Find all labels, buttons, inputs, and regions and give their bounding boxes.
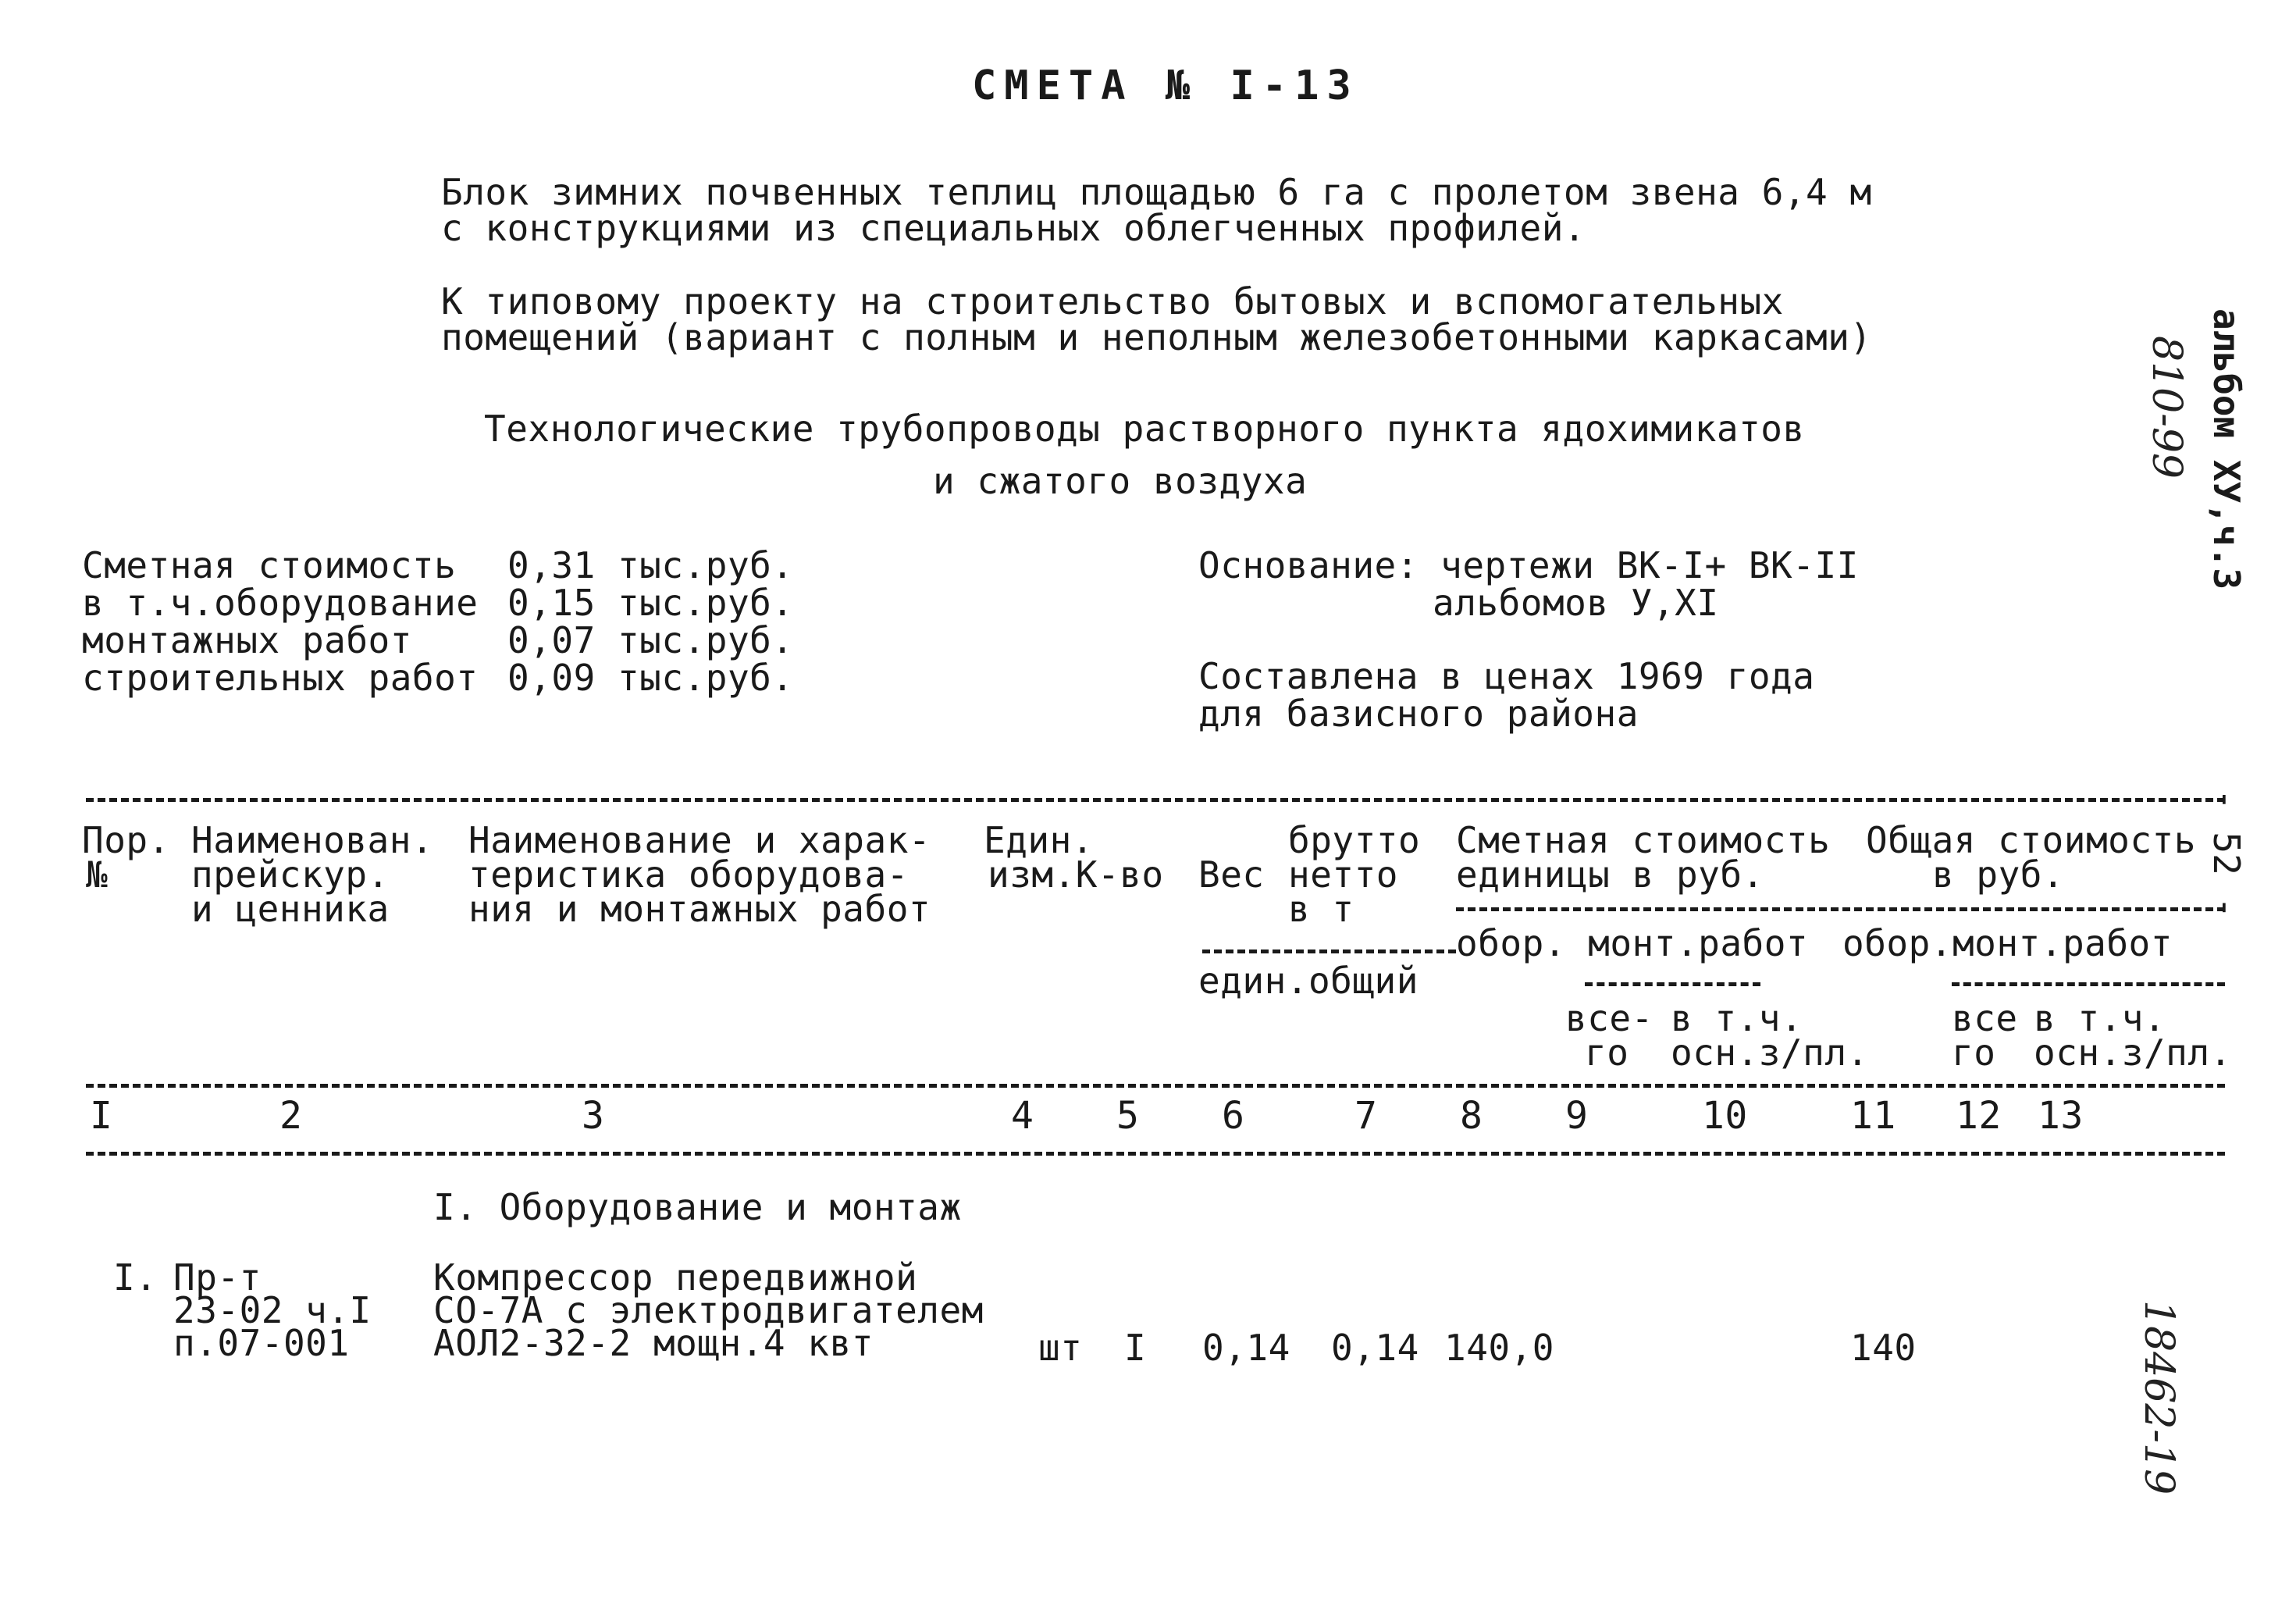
total-cost-subrule [1952, 982, 2225, 986]
colnum-6: 6 [1222, 1094, 1245, 1138]
header-col12-2: го [1952, 1031, 1996, 1074]
basis-line-3: Составлена в ценах 1969 года [1198, 655, 1815, 697]
colnum-12: 12 [1956, 1094, 2002, 1138]
cost-label-total: Сметная стоимость [82, 544, 457, 586]
header-col10-1: в т.ч. [1671, 997, 1803, 1039]
subtitle-line-2: и сжатого воздуха [933, 460, 1308, 502]
row-weight-total: 0,14 [1331, 1327, 1419, 1369]
header-description-2: теристика оборудова- [468, 853, 909, 896]
header-total-cost-3: обор.монт.работ [1842, 922, 2173, 964]
subtitle-line-1: Технологические трубопроводы растворного пункта ядохимикатов [484, 408, 1805, 450]
project-line-2: помещений (вариант с полным и неполным железобетонными каркасами) [441, 316, 1872, 358]
header-pricelist-3: и ценника [191, 888, 390, 930]
row-description-1: Компрессор передвижной [433, 1256, 918, 1299]
row-pricelist-2: 23-02 ч.I [173, 1289, 372, 1331]
album-reference: альбом ХУ,ч.3 [2205, 308, 2248, 590]
row-unit: шт [1038, 1327, 1083, 1369]
document-title: СМЕТА № I-13 [972, 62, 1359, 109]
cost-value-equipment: 0,15 тыс.руб. [507, 582, 794, 624]
row-unit-price: 140,0 [1444, 1327, 1554, 1369]
header-col13-1: в т.ч. [2034, 997, 2166, 1039]
section-heading: I. Оборудование и монтаж [433, 1186, 962, 1228]
header-col9-1: все- [1565, 997, 1653, 1039]
header-col12-1: все [1952, 997, 2018, 1039]
description-line-1: Блок зимних почвенных теплиц площадью 6 га с пролетом звена 6,4 м [441, 171, 1872, 213]
header-pricelist-2: прейскур. [191, 853, 390, 896]
cost-label-equipment: в т.ч.оборудование [82, 582, 479, 624]
header-col13-2: осн.з/пл. [2034, 1031, 2232, 1074]
row-description-2: СО-7А с электродвигателем [433, 1289, 984, 1331]
colnum-8: 8 [1460, 1094, 1483, 1138]
row-description-3: АОЛ2-32-2 мощн.4 квт [433, 1322, 874, 1364]
row-number: I. [113, 1256, 158, 1299]
cost-label-installation: монтажных работ [82, 619, 412, 661]
colnum-3: 3 [582, 1094, 605, 1138]
header-tons: в т [1288, 888, 1354, 930]
header-col9-2: го [1585, 1031, 1629, 1074]
colnum-1: I [90, 1094, 113, 1138]
header-unit-1: Един. [984, 819, 1094, 861]
handwritten-stamp-number: 18462-19 [2135, 1300, 2182, 1495]
basis-line-4: для базисного района [1198, 693, 1639, 735]
header-description-1: Наименование и харак- [468, 819, 931, 861]
cost-value-total: 0,31 тыс.руб. [507, 544, 794, 586]
header-total-cost-2: в руб. [1932, 853, 2065, 896]
basis-line-2: альбомов У,XI [1433, 582, 1719, 624]
colnum-7: 7 [1354, 1094, 1378, 1138]
cost-value-installation: 0,07 тыс.руб. [507, 619, 794, 661]
colnum-9: 9 [1565, 1094, 1589, 1138]
header-unit-cost-3: обор. монт.работ [1456, 922, 1809, 964]
header-order-no-sign: № [86, 853, 109, 896]
description-line-2: с конструкциями из специальных облегченных профилей. [441, 207, 1586, 249]
basis-line-1: Основание: чертежи ВК-I+ ВК-II [1198, 544, 1859, 586]
header-gross: брутто [1288, 819, 1421, 861]
cost-subheader-rule [1456, 907, 2225, 911]
page-number: - 52 - [2205, 789, 2248, 919]
header-weight: Вес [1198, 853, 1265, 896]
row-pricelist-3: п.07-001 [173, 1322, 350, 1364]
row-pricelist-1: Пр-т [173, 1256, 262, 1299]
cost-value-construction: 0,09 тыс.руб. [507, 657, 794, 699]
header-unit-qty: изм.К-во [988, 853, 1164, 896]
header-weight-unit-total: един.общий [1198, 960, 1419, 1002]
header-net: нетто [1288, 853, 1398, 896]
colnum-2: 2 [279, 1094, 303, 1138]
cost-label-construction: строительных работ [82, 657, 479, 699]
header-pricelist-1: Наименован. [191, 819, 434, 861]
header-col10-2: осн.з/пл. [1671, 1031, 1869, 1074]
header-unit-cost-1: Сметная стоимость [1456, 819, 1831, 861]
colnum-10: 10 [1702, 1094, 1748, 1138]
table-top-rule [86, 798, 2225, 802]
colnum-4: 4 [1011, 1094, 1034, 1138]
unit-cost-subrule [1585, 982, 1760, 986]
project-line-1: К типовому проекту на строительство бытовых и вспомогательных [441, 280, 1784, 322]
weight-subheader-rule [1202, 950, 1456, 953]
header-total-cost-1: Общая стоимость [1866, 819, 2196, 861]
colnum-11: 11 [1850, 1094, 1896, 1138]
header-description-3: ния и монтажных работ [468, 888, 931, 930]
header-unit-cost-2: единицы в руб. [1456, 853, 1764, 896]
colnum-5: 5 [1116, 1094, 1140, 1138]
header-bottom-rule [86, 1084, 2225, 1088]
row-quantity: I [1124, 1327, 1147, 1369]
handwritten-code: 810-99 [2143, 336, 2190, 479]
header-order-no: Пор. [82, 819, 170, 861]
row-weight-unit: 0,14 [1202, 1327, 1290, 1369]
colnum-13: 13 [2038, 1094, 2084, 1138]
colnum-bottom-rule [86, 1152, 2225, 1156]
row-total-price: 140 [1850, 1327, 1917, 1369]
